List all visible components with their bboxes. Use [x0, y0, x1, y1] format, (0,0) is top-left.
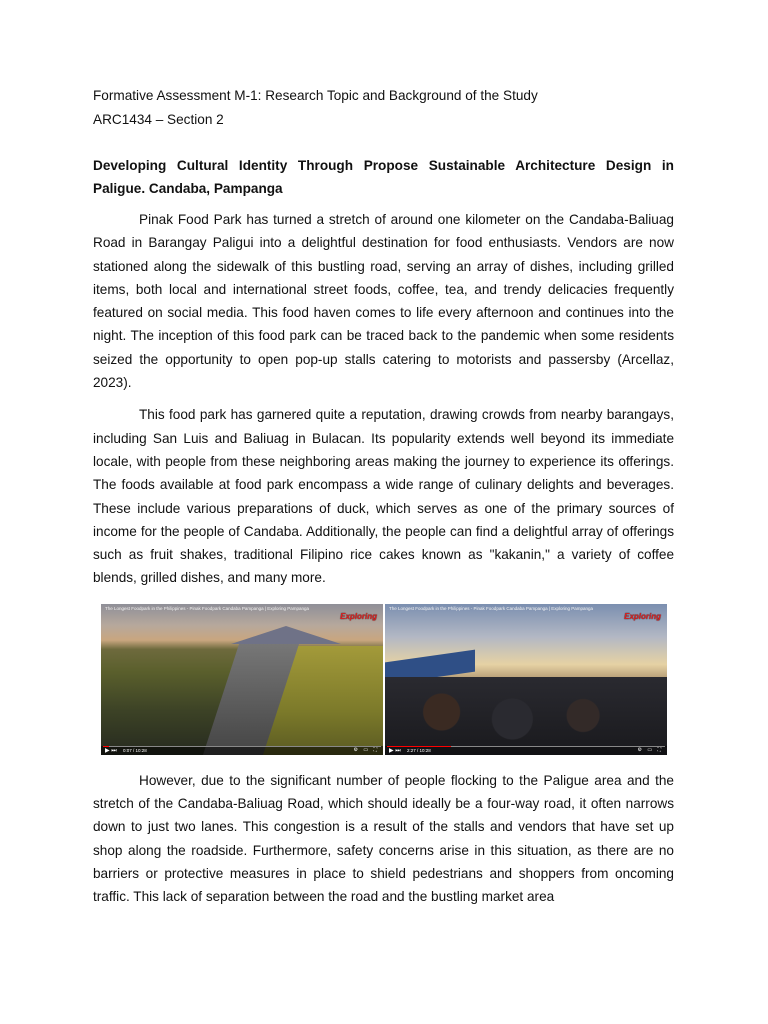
document-page — [93, 84, 674, 918]
channel-logo: Exploring — [340, 611, 377, 621]
progress-bar[interactable] — [387, 746, 665, 747]
video-controls — [101, 746, 383, 755]
crowd — [385, 677, 667, 747]
video-controls — [385, 746, 667, 755]
mountain-shape — [231, 626, 341, 644]
channel-logo: Exploring — [624, 611, 661, 621]
assessment-title: Formative Assessment M-1: Research Topic and Background of the Study — [93, 88, 538, 103]
course-section: ARC1434 – Section 2 — [93, 112, 224, 127]
video-frame-crowd — [383, 604, 667, 755]
video-title: The Longest Foodpark in the Philippines - Pinak Foodpark Candaba Pampanga | Exploring Pampanga — [105, 605, 310, 611]
video-time: 2:27 / 10:28 — [407, 747, 431, 753]
progress-bar[interactable] — [103, 746, 381, 747]
research-title: Developing Cultural Identity Through Propose Sustainable Architecture Design in Paligue. Candaba, Pampanga — [93, 158, 674, 196]
video-time: 0:07 / 10:28 — [123, 747, 147, 753]
video-screenshots-figure — [101, 604, 667, 755]
play-icon[interactable]: ▶ ⏭ — [105, 747, 117, 754]
settings-icon[interactable]: ⚙ ▭ ⛶ — [637, 746, 663, 753]
video-title: The Longest Foodpark in the Philippines - Pinak Foodpark Candaba Pampanga | Exploring Pampanga — [389, 605, 594, 611]
play-icon[interactable]: ▶ ⏭ — [389, 747, 401, 754]
paragraph-2: This food park has garnered quite a reputation, drawing crowds from nearby barangays, including San Luis and Baliuag in Bulacan. Its popularity extends well beyond its immediate locale, with people from these neighboring areas making the journey to experience its offerings. The foods available at food park encompass a wide range of culinary delights and beverages. These include various preparations of duck, which serves as one of the primary sources of income for the people of Candaba. Additionally, the people can find a delightful array of offerings such as fruit shakes, traditional Filipino rice cakes known as "kakanin," a variety of coffee blends, grilled dishes, and many more. — [93, 407, 674, 586]
settings-icon[interactable]: ⚙ ▭ ⛶ — [353, 746, 379, 753]
paragraph-3: However, due to the significant number of people flocking to the Paligue area and the stretch of the Candaba-Baliuag Road, which should ideally be a four-way road, it often narrows down to just two lanes. This congestion is a result of the stalls and vendors that have set up shop along the roadside. Furthermore, safety concerns arise in this situation, as there are no barriers or protective measures in place to shield pedestrians and shoppers from oncoming traffic. This lack of separation between the road and the bustling market area — [93, 772, 674, 905]
video-frame-aerial — [101, 604, 383, 755]
paragraph-1: Pinak Food Park has turned a stretch of around one kilometer on the Candaba-Baliuag Road in Barangay Paligui into a delightful destination for food enthusiasts. Vendors are now stationed along the sidewalk of this bustling road, serving an array of dishes, including grilled items, both local and international street foods, coffee, tea, and trendy delicacies frequently featured on social media. This food haven comes to life every afternoon and continues into the night. The inception of this food park can be traced back to the pandemic when some residents seized the opportunity to open pop-up stalls catering to motorists and passersby (Arcellaz, 2023). — [93, 212, 674, 391]
